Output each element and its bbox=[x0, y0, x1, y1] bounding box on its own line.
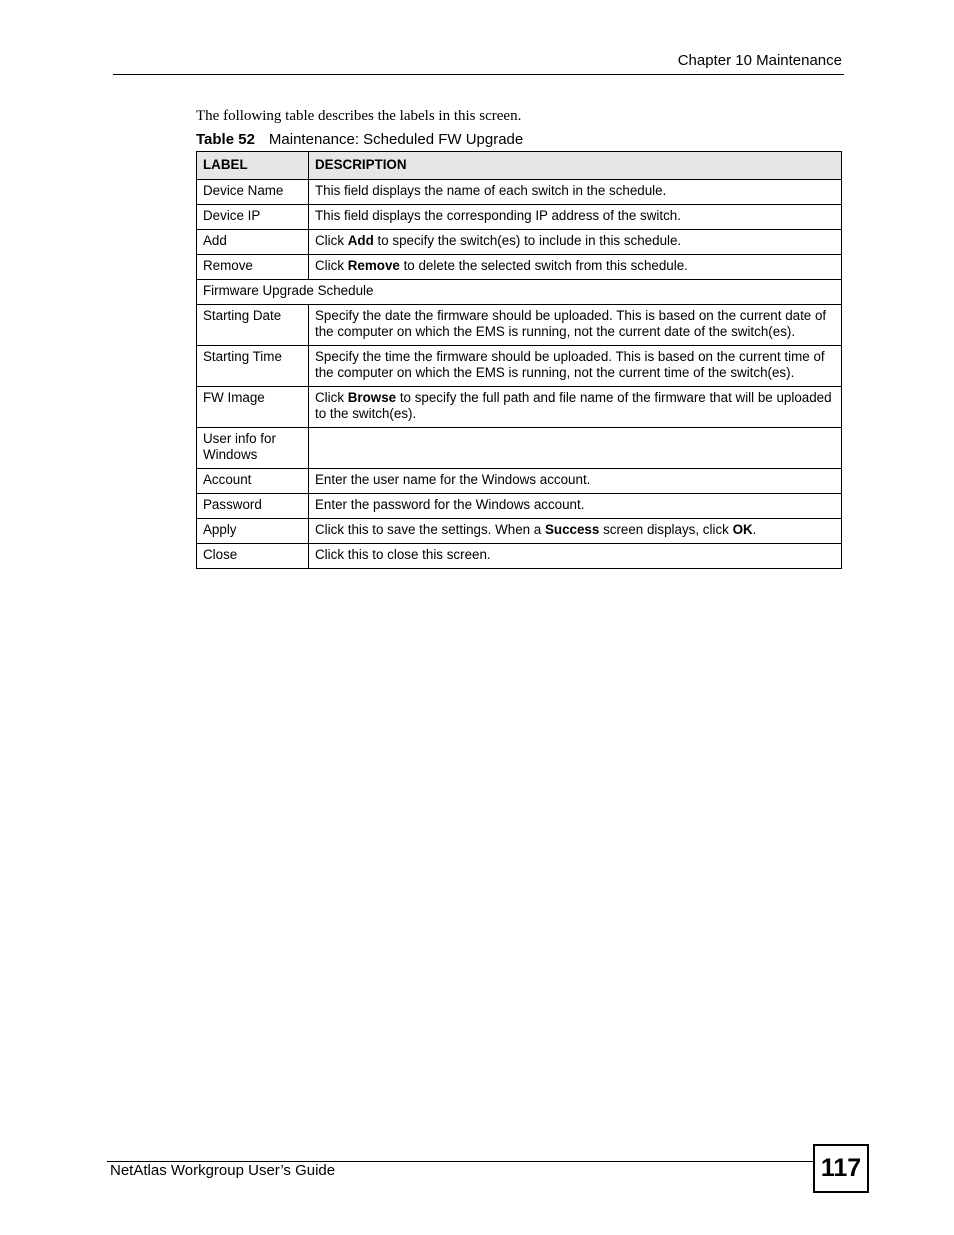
description-text: Click bbox=[315, 390, 348, 405]
description-cell bbox=[309, 494, 842, 519]
label-cell: Add bbox=[197, 230, 309, 255]
description-cell bbox=[309, 544, 842, 569]
chapter-header: Chapter 10 Maintenance bbox=[677, 52, 842, 69]
description-cell bbox=[309, 469, 842, 494]
label-cell: Starting Date bbox=[197, 305, 309, 346]
bold-term: Browse bbox=[347, 390, 397, 405]
table-row bbox=[197, 305, 842, 346]
description-text: Specify the date the firmware should be uploaded. This is based on the current date of the computer on which the EMS is running, not the current date of the switch(es). bbox=[315, 308, 827, 339]
description-text: Click this to save the settings. When a bbox=[315, 522, 545, 537]
table-row bbox=[197, 387, 842, 428]
label-cell: Device IP bbox=[197, 205, 309, 230]
table-number: Table 52 bbox=[196, 131, 255, 148]
header-rule bbox=[113, 74, 844, 75]
description-cell bbox=[309, 230, 842, 255]
description-column-header: DESCRIPTION bbox=[309, 152, 842, 180]
table-row bbox=[197, 494, 842, 519]
table-row bbox=[197, 205, 842, 230]
table-row bbox=[197, 230, 842, 255]
description-text: to specify the full path and file name of the firmware that will be uploaded to the switch(es). bbox=[315, 390, 832, 421]
table-row bbox=[197, 280, 842, 305]
bold-term: Add bbox=[347, 233, 374, 248]
table-body bbox=[197, 180, 842, 569]
description-text: Click this to close this screen. bbox=[315, 547, 491, 562]
table-title: Maintenance: Scheduled FW Upgrade bbox=[268, 131, 524, 148]
description-text: screen displays, click bbox=[599, 522, 733, 537]
label-cell: Account bbox=[197, 469, 309, 494]
description-text: to delete the selected switch from this schedule. bbox=[399, 258, 688, 273]
description-cell bbox=[309, 428, 842, 469]
description-text: Enter the password for the Windows account. bbox=[315, 497, 585, 512]
label-cell: Device Name bbox=[197, 180, 309, 205]
table-header-row bbox=[197, 152, 842, 180]
table-row bbox=[197, 428, 842, 469]
description-text: This field displays the corresponding IP address of the switch. bbox=[315, 208, 681, 223]
page-number: 117 bbox=[813, 1144, 869, 1193]
description-cell bbox=[309, 255, 842, 280]
label-cell: FW Image bbox=[197, 387, 309, 428]
description-text: Enter the user name for the Windows account. bbox=[315, 472, 591, 487]
description-cell bbox=[309, 180, 842, 205]
table-row bbox=[197, 469, 842, 494]
intro-text: The following table describes the labels in this screen. bbox=[196, 108, 522, 124]
label-column-header: LABEL bbox=[197, 152, 309, 180]
description-text: Specify the time the firmware should be uploaded. This is based on the current time of the computer on which the EMS is running, not the current time of the switch(es). bbox=[315, 349, 825, 380]
labels-table bbox=[196, 151, 842, 569]
guide-title: NetAtlas Workgroup User’s Guide bbox=[110, 1162, 336, 1179]
label-cell: Starting Time bbox=[197, 346, 309, 387]
description-text: to specify the switch(es) to include in this schedule. bbox=[373, 233, 682, 248]
description-text: Click bbox=[315, 258, 348, 273]
label-cell: Password bbox=[197, 494, 309, 519]
description-cell bbox=[309, 205, 842, 230]
table-row bbox=[197, 544, 842, 569]
description-cell bbox=[309, 387, 842, 428]
description-cell bbox=[309, 519, 842, 544]
bold-term: Success bbox=[544, 522, 600, 537]
table-caption bbox=[196, 131, 523, 148]
label-cell: Close bbox=[197, 544, 309, 569]
description-cell bbox=[309, 305, 842, 346]
label-cell: User info for Windows bbox=[197, 428, 309, 469]
table-row bbox=[197, 346, 842, 387]
bold-term: Remove bbox=[347, 258, 400, 273]
table-row bbox=[197, 519, 842, 544]
label-cell: Remove bbox=[197, 255, 309, 280]
description-text: . bbox=[752, 522, 757, 537]
description-cell bbox=[309, 346, 842, 387]
table-row bbox=[197, 180, 842, 205]
label-cell: Apply bbox=[197, 519, 309, 544]
bold-term: OK bbox=[732, 522, 753, 537]
section-label-cell: Firmware Upgrade Schedule bbox=[197, 280, 842, 305]
description-text: Click bbox=[315, 233, 348, 248]
table-row bbox=[197, 255, 842, 280]
description-text: This field displays the name of each switch in the schedule. bbox=[315, 183, 667, 198]
